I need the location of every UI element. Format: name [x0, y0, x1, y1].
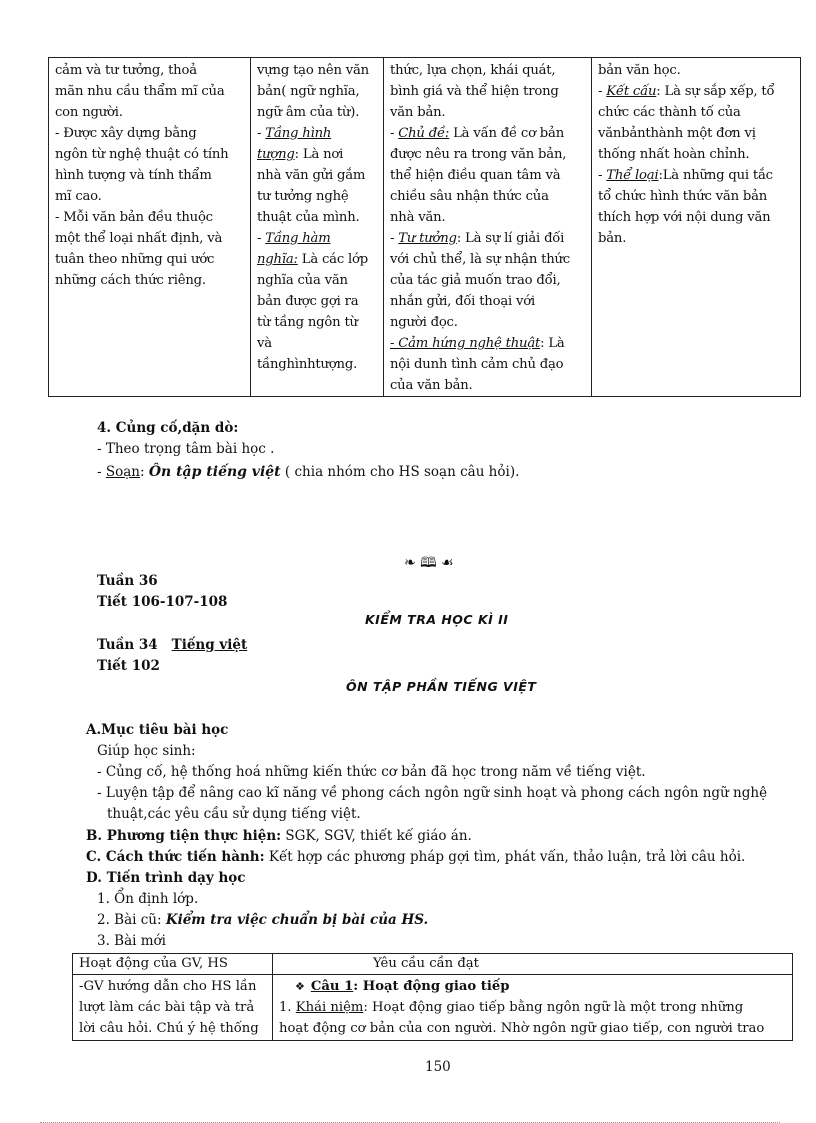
- text-line: - Tư tưởng: Là sự lí giải đối: [390, 231, 565, 246]
- text-line: thuật,các yêu cầu sử dụng tiếng việt.: [107, 806, 361, 822]
- text-line: bản.: [598, 231, 627, 246]
- term-tu-tuong: Tư tưởng: [398, 231, 457, 246]
- page-number: 150: [425, 1059, 451, 1075]
- text-line: - Mỗi văn bản đều thuộc: [55, 210, 213, 225]
- week-label: Tuần 34 Tiếng việt: [97, 637, 248, 653]
- text-line: nhắn gửi, đối thoại với: [390, 294, 536, 309]
- text-line: cảm và tư tưởng, thoả: [55, 63, 197, 78]
- term-tang-hinh-tuong: Tầng hình: [265, 126, 332, 141]
- text-line: nhà văn.: [390, 210, 446, 225]
- term-tang-ham-nghia: Tầng hàm: [265, 231, 331, 246]
- text-line: bình giá và thể hiện trong: [390, 84, 559, 99]
- text-line: hoạt động cơ bản của con người. Nhờ ngôn ngữ giao tiếp, con người trao: [279, 1021, 765, 1036]
- question-label: Câu 1: [310, 979, 354, 994]
- text-line: 3. Bài mới: [97, 933, 166, 949]
- table-cell-themes: [384, 58, 592, 397]
- text-line: - Cảm hứng nghệ thuật: Là: [390, 336, 565, 351]
- text-line: của văn bản.: [390, 378, 473, 393]
- text-line: bản( ngữ nghĩa,: [257, 84, 360, 99]
- text-line: được nêu ra trong văn bản,: [390, 147, 567, 162]
- text-line: người đọc.: [390, 315, 458, 330]
- text-line: con người.: [55, 105, 123, 120]
- text-line: lời câu hỏi. Chú ý hệ thống: [79, 1021, 259, 1036]
- diamond-bullet-icon: ❖: [295, 980, 305, 993]
- text-line: thể hiện điều quan tâm và: [390, 168, 561, 183]
- text-line: chức các thành tố của: [598, 105, 741, 120]
- text-line: ngữ âm của từ).: [257, 105, 360, 120]
- text-line: - Được xây dựng bằng: [55, 126, 197, 141]
- text-line: Giúp học sinh:: [97, 743, 196, 759]
- text-line: 1. Khái niệm: Hoạt động giao tiếp bằng ngôn ngữ là một trong những: [279, 1000, 744, 1015]
- text-line: - Củng cố, hệ thống hoá những kiến thức cơ bản đã học trong năm về tiếng việt.: [97, 764, 646, 780]
- text-line: - Luyện tập để nâng cao kĩ năng về phong cách ngôn ngữ sinh hoạt và phong cách ngôn ngữ nghệ: [97, 785, 768, 801]
- text-line: 2. Bài cũ: Kiểm tra việc chuẩn bị bài của HS.: [97, 912, 429, 928]
- period-label: Tiết 102: [97, 658, 160, 674]
- text-line: nghĩa của văn: [257, 273, 348, 288]
- text-line: vựng tạo nên văn: [257, 63, 369, 78]
- text-line: vănbảnthành một đơn vị: [598, 126, 756, 141]
- text-line: ❖ Câu 1: Hoạt động giao tiếp: [295, 979, 510, 994]
- text-line: và: [257, 336, 272, 351]
- text-line: nhà văn gửi gắm: [257, 168, 366, 183]
- table-header-requirements: Yêu cầu cần đạt: [273, 954, 793, 975]
- text-line: mĩ cao.: [55, 189, 102, 204]
- text-line: tư tưởng nghệ: [257, 189, 349, 204]
- text-line: ngôn từ nghệ thuật có tính: [55, 147, 229, 162]
- text-line: thích hợp với nội dung văn: [598, 210, 771, 225]
- activity-table: [72, 953, 793, 1041]
- section-heading-process: D. Tiến trình dạy học: [86, 870, 246, 886]
- text-line: từ tầng ngôn từ: [257, 315, 358, 330]
- period-label: Tiết 106-107-108: [97, 594, 228, 610]
- text-line: nghĩa: Là các lớp: [257, 252, 368, 267]
- text-line: - Tầng hàm: [257, 231, 331, 246]
- table-cell-layers: [251, 58, 384, 397]
- text-line: thuật của mình.: [257, 210, 360, 225]
- term-tang-ham-nghia-cont: nghĩa:: [257, 252, 298, 267]
- text-line: 1. Ổn định lớp.: [97, 891, 199, 907]
- consolidation-item: - Theo trọng tâm bài học .: [97, 441, 275, 457]
- text-line: lượt làm các bài tập và trả: [79, 1000, 255, 1015]
- old-lesson-note: Kiểm tra việc chuẩn bị bài của HS.: [165, 912, 429, 928]
- text-line: tổ chức hình thức văn bản: [598, 189, 768, 204]
- text-line: tầnghìnhtượng.: [257, 357, 358, 372]
- text-line: một thể loại nhất định, và: [55, 231, 223, 246]
- text-line: - Thể loại:Là những qui tắc: [598, 168, 773, 183]
- text-line: nội dunh tình cảm chủ đạo: [390, 357, 564, 372]
- text-line: thống nhất hoàn chỉnh.: [598, 147, 750, 162]
- table-cell-structure: [592, 58, 801, 397]
- text-line: - Tầng hình: [257, 126, 332, 141]
- text-line: tượng: Là nơi: [257, 147, 344, 162]
- term-chu-de: Chủ đề:: [398, 126, 450, 141]
- text-line: với chủ thể, là sự nhận thức: [390, 252, 570, 267]
- table-cell-requirements: [273, 975, 793, 1041]
- text-line: hình tượng và tính thẩm: [55, 168, 212, 183]
- section-means: B. Phương tiện thực hiện: SGK, SGV, thiết kế giáo án.: [86, 828, 472, 844]
- subject-label: Tiếng việt: [171, 637, 248, 653]
- consolidation-heading: 4. Củng cố,dặn dò:: [97, 420, 239, 436]
- text-line: chiều sâu nhận thức của: [390, 189, 549, 204]
- content-table: [48, 57, 801, 397]
- lesson-title: KIỂM TRA HỌC KÌ II: [365, 612, 509, 627]
- divider-ornament-icon: ❧ 🕮 ☙: [404, 555, 454, 571]
- table-cell-features: [49, 58, 251, 397]
- table-cell-activity: [73, 975, 273, 1041]
- table-header-activity: Hoạt động của GV, HS: [73, 954, 273, 975]
- text-line: thức, lựa chọn, khái quát,: [390, 63, 556, 78]
- concept-label: Khái niệm: [295, 1000, 364, 1015]
- lesson-title: ÔN TẬP PHẦN TIẾNG VIỆT: [346, 679, 537, 694]
- week-label: Tuần 36: [97, 573, 158, 589]
- term-tang-hinh-tuong-cont: tượng: [257, 147, 295, 162]
- text-line: - Kết cấu: Là sự sắp xếp, tổ: [598, 84, 775, 99]
- section-method: C. Cách thức tiến hành: Kết hợp các phương pháp gợi tìm, phát vấn, thảo luận, trả lời câu hỏi.: [86, 849, 746, 865]
- text-line: tuân theo những qui ước: [55, 252, 215, 267]
- term-the-loai: Thể loại: [606, 168, 659, 183]
- text-line: -GV hướng dẫn cho HS lần: [79, 979, 257, 994]
- section-heading-objectives: A.Mục tiêu bài học: [86, 722, 229, 738]
- text-line: của tác giả muốn trao đổi,: [390, 273, 561, 288]
- prepare-label: Soạn: [105, 464, 140, 480]
- text-line: - Chủ đề: Là vấn đề cơ bản: [390, 126, 565, 141]
- text-line: bản văn học.: [598, 63, 681, 78]
- term-ket-cau: Kết cấu: [606, 84, 657, 99]
- prepare-topic: Ôn tập tiếng việt: [148, 464, 281, 480]
- text-line: mãn nhu cầu thẩm mĩ của: [55, 84, 225, 99]
- text-line: những cách thức riêng.: [55, 273, 206, 288]
- consolidation-item: - Soạn: Ôn tập tiếng việt ( chia nhóm cho HS soạn câu hỏi).: [97, 464, 520, 480]
- text-line: bản được gợi ra: [257, 294, 359, 309]
- text-line: văn bản.: [390, 105, 446, 120]
- term-cam-hung: - Cảm hứng nghệ thuật: [390, 336, 541, 351]
